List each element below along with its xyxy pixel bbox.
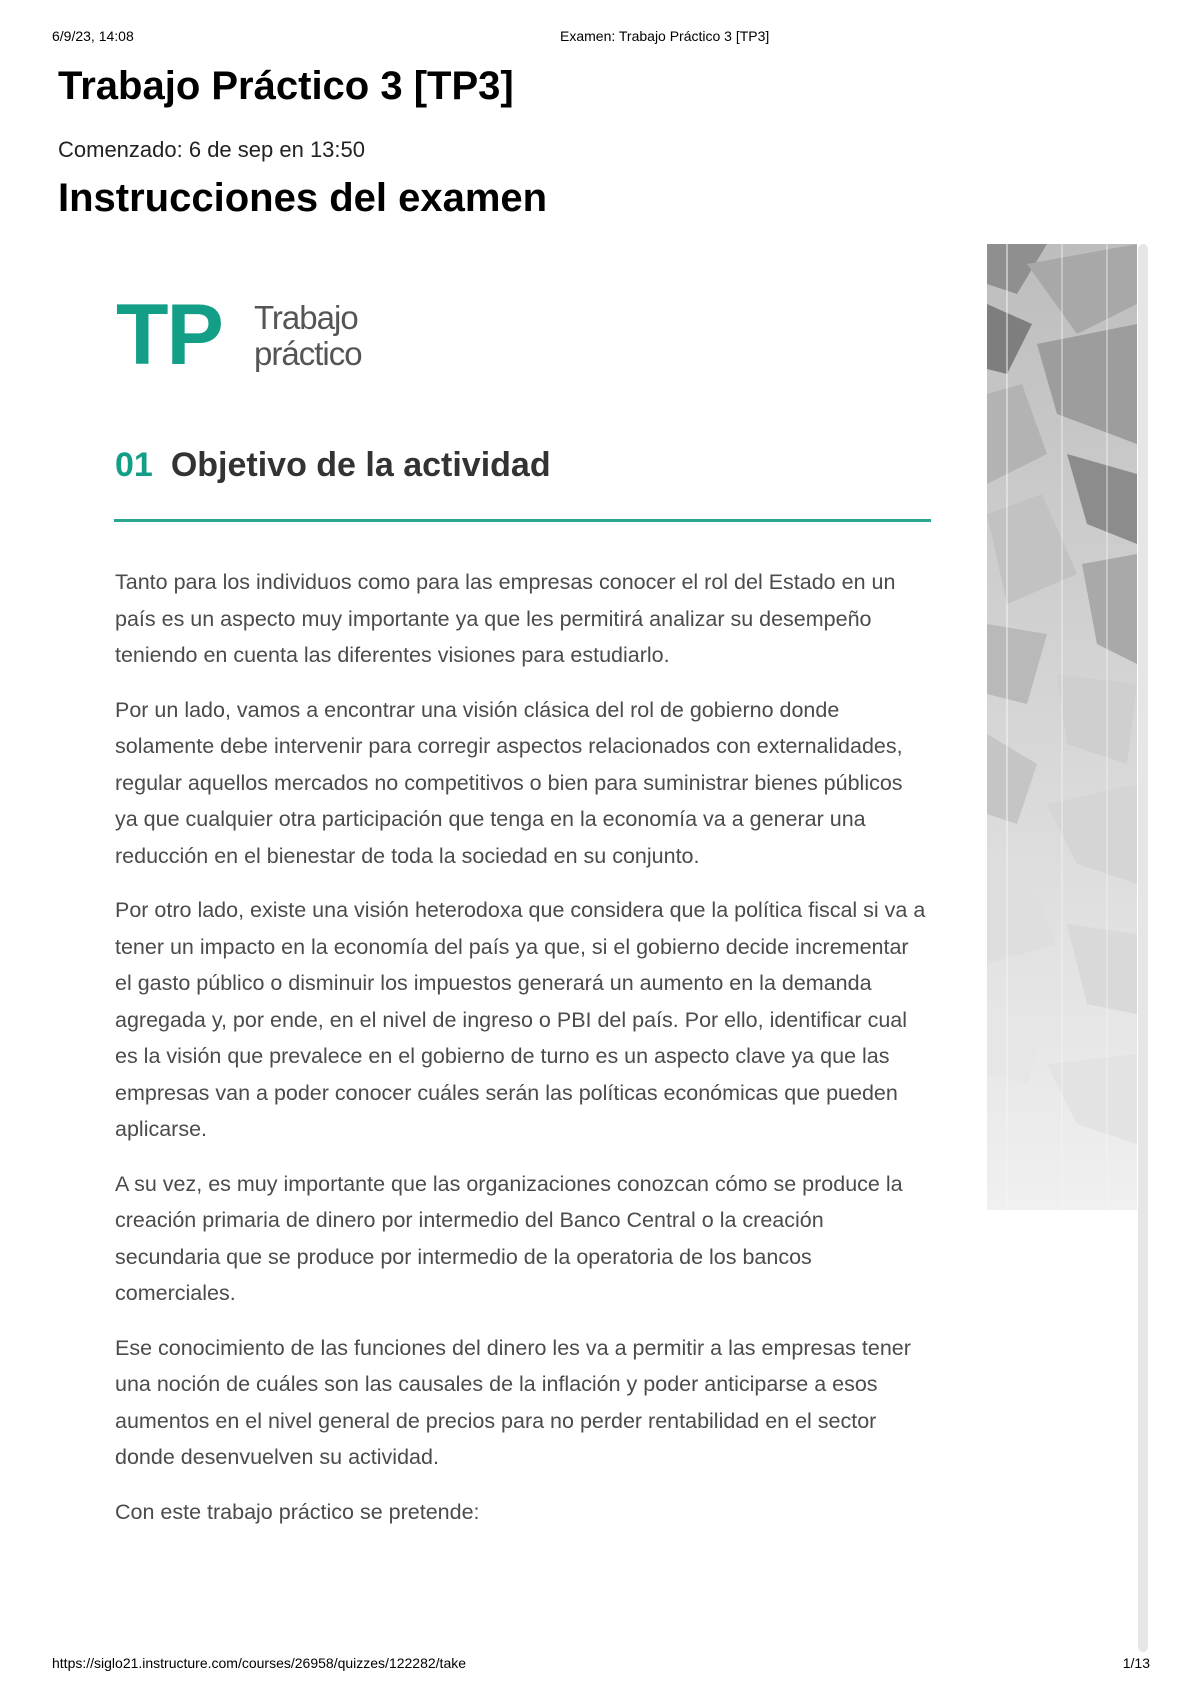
objective-divider (114, 519, 931, 522)
print-document-title: Examen: Trabajo Práctico 3 [TP3] (560, 28, 770, 44)
page-number: 1/13 (1122, 1655, 1150, 1671)
page-url: https://siglo21.instructure.com/courses/26958/quizzes/122282/take (52, 1655, 467, 1671)
paragraph: Tanto para los individuos como para las empresas conocer el rol del Estado en un país es un aspecto muy importante ya que les permitirá analizar su desempeño teniendo en cuenta las diferentes visiones para estudiarlo. (115, 570, 896, 667)
page-title: Trabajo Práctico 3 [TP3] (58, 64, 514, 108)
objective-title: Objetivo de la actividad (170, 446, 551, 484)
paragraph: Con este trabajo práctico se pretende: (115, 1499, 480, 1524)
logo-text-line-2: práctico (254, 335, 362, 372)
paragraph: A su vez, es muy importante que las organizaciones conozcan cómo se produce la creación primaria de dinero por intermedio del Banco Central o la creación secundaria que se produce por intermedio de la operatoria de los bancos comerciales. (115, 1171, 903, 1305)
paragraph: Por un lado, vamos a encontrar una visión clásica del rol de gobierno donde solamente debe intervenir para corregir aspectos relacionados con externalidades, regular aquellos mercados no competitivos o bien para suministrar bienes públicos ya que cualquier otra participación que tenga en la economía va a generar una reducción en el bienestar de toda la sociedad en su conjunto. (115, 697, 903, 868)
logo-text-line-1: Trabajo (254, 299, 358, 336)
instructions-body (115, 564, 927, 1548)
objective-heading (115, 446, 931, 485)
print-footer (0, 1655, 1200, 1675)
print-header (0, 28, 1200, 48)
paragraph: Por otro lado, existe una visión heterodoxa que considera que la política fiscal si va a tener un impacto en la economía del país ya que, si el gobierno decide incrementar el gasto público o disminuir los impuestos generará un aumento en la demanda agregada y, por ende, en el nivel de ingreso o PBI del país. Por ello, identificar cual es la visión que prevalece en el gobierno de turno es un aspecto clave ya que las empresas van a poder conocer cuáles serán las políticas económicas que pueden aplicarse. (115, 898, 926, 1141)
print-date: 6/9/23, 14:08 (52, 28, 134, 44)
abstract-architecture-illustration (987, 244, 1137, 1210)
logo-mark: TP (116, 287, 222, 383)
instructions-heading: Instrucciones del examen (58, 176, 548, 220)
objective-number: 01 (115, 446, 153, 484)
started-timestamp: Comenzado: 6 de sep en 13:50 (58, 137, 366, 162)
decorative-side-image (987, 244, 1137, 1210)
vertical-scrollbar[interactable] (1138, 244, 1148, 1652)
logo-text (254, 300, 414, 372)
paragraph: Ese conocimiento de las funciones del dinero les va a permitir a las empresas tener una noción de cuáles son las causales de la inflación y poder anticiparse a esos aumentos en el nivel general de precios para no perder rentabilidad en el sector donde desenvuelven su actividad. (115, 1335, 911, 1469)
